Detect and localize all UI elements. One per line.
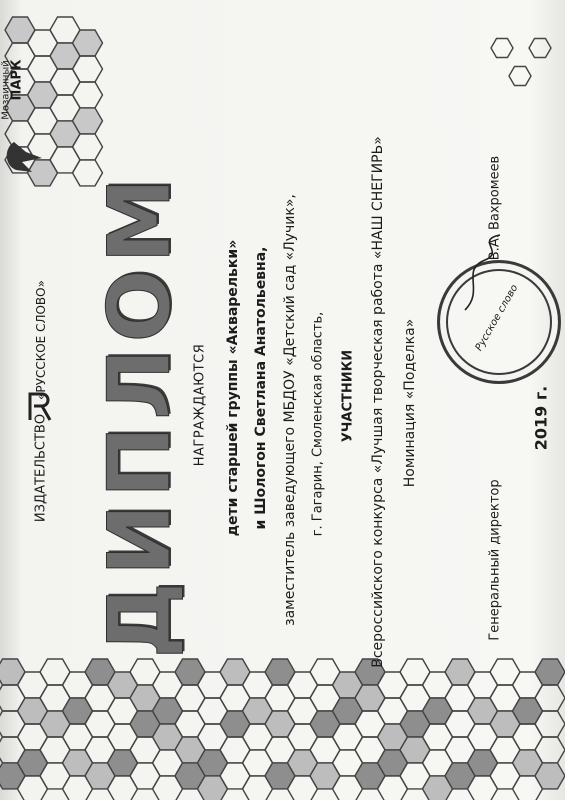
contest-name: Всероссийского конкурса «Лучшая творческая работа «НАШ СНЕГИРЬ» (370, 136, 386, 668)
hexagon-shape (535, 737, 565, 763)
stamp-text: Русское слово (473, 283, 521, 353)
signer-name: В.А. Вахромеев (487, 155, 503, 261)
director-label: Генеральный директор (487, 479, 503, 641)
awardee-children: дети старшей группы «Акварельки» (225, 239, 241, 537)
hexagon-shape (535, 659, 565, 685)
nomination: Номинация «Поделка» (402, 318, 418, 488)
logo-mosaic-text: Мозаичный (0, 60, 12, 120)
awarded-heading: НАГРАЖДАЮТСЯ (192, 343, 208, 467)
russkoe-slovo-logo-icon (26, 390, 54, 426)
publisher-label: ИЗДАТЕЛЬСТВО (33, 413, 49, 523)
award-role: УЧАСТНИКИ (340, 349, 356, 443)
awardee-position: заместитель заведующего МБДОУ «Детский сад «Лучик», (282, 194, 298, 626)
diploma-title: ДИПЛОМ (90, 171, 190, 659)
awardee-teacher: и Шологон Светлана Анатольевна, (253, 246, 269, 530)
hexagon-shape (535, 763, 565, 789)
diploma-year: 2019 г. (531, 385, 551, 451)
logo-park-text: ПАРК (9, 59, 25, 101)
signature (455, 230, 515, 320)
hexagon-shape (0, 659, 25, 685)
hexagon-shape (491, 39, 513, 58)
publisher-name: «РУССКОЕ СЛОВО» (34, 280, 48, 400)
hexagon-shape (509, 67, 531, 86)
hexagon-shape (535, 685, 565, 711)
hexagon-shape (535, 711, 565, 737)
hexagon-shape (529, 39, 551, 58)
awardee-city: г. Гагарин, Смоленская область, (310, 311, 326, 537)
